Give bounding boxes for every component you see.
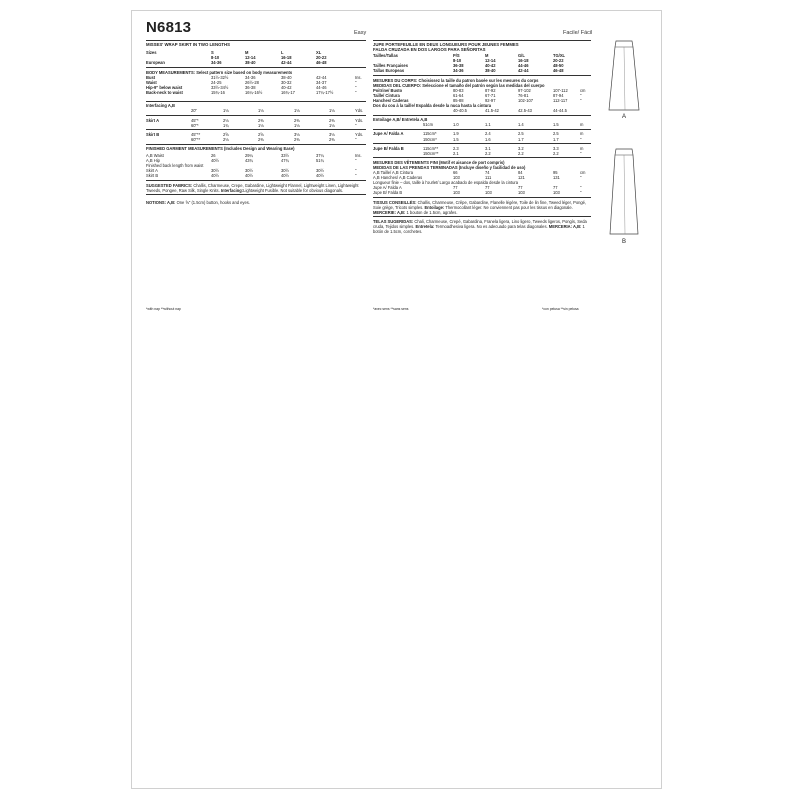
- subtitle-fr: JUPE PORTEFEUILLE EN DEUX LONGUEURS POUR JEUNES FEMMES: [373, 42, 519, 48]
- cell-value: 44-46: [316, 84, 327, 90]
- footnote-fr: *avec sens **sans sens: [373, 307, 409, 311]
- row-label: Bust: [146, 74, 156, 80]
- finished-measurements-table: [146, 153, 366, 163]
- european-row: [146, 60, 366, 65]
- interfacing-note-label: Interfacing:: [220, 187, 244, 193]
- yardage: 2.5: [553, 131, 559, 137]
- notions: [146, 200, 366, 205]
- row-label: Skirt A: [146, 168, 158, 174]
- longueur-label: Longueur finie – dos, taille à l'ourlet/ Largo acabado de espalda desde la cintura: [373, 180, 519, 186]
- cell-value: 47¾: [281, 158, 289, 164]
- cell-value: 61-64: [453, 92, 464, 98]
- footnote-en: *with nap **without nap: [146, 307, 181, 311]
- cell-value: 43¾: [245, 158, 253, 164]
- interfacing-label: Interfacing A,B: [146, 103, 175, 109]
- dos-label: Dos du cou à la taille/ Espalda desde la nuca hasta la cintura: [373, 102, 492, 108]
- fabrics-label: SUGGESTED FABRICS:: [146, 182, 193, 188]
- body-measurements-heading: BODY MEASUREMENTS: Select pattern size based on body measurements: [146, 69, 293, 75]
- size-code: M: [245, 50, 249, 56]
- unit: ": [580, 136, 582, 142]
- size-code: S: [211, 50, 214, 56]
- cell-value: 29¼: [245, 153, 253, 159]
- unit: ": [580, 175, 582, 181]
- french-spanish-column: [373, 38, 591, 234]
- size-range: 16-18: [281, 55, 292, 61]
- row-label: Hanches/ Caderas: [373, 97, 409, 103]
- cell-value: 15¾-16: [211, 89, 225, 95]
- yardage: 2⅜: [329, 117, 335, 123]
- unit: ": [355, 122, 357, 128]
- difficulty-label-en: Easy: [354, 30, 367, 36]
- fabric-width: 115cm**: [423, 145, 439, 151]
- cell-value: 67-71: [485, 92, 496, 98]
- size-range: 8-10: [453, 58, 462, 64]
- yardage: 2⅜: [329, 137, 335, 142]
- cell-value: 26½-28: [245, 79, 259, 85]
- fabric-width: 115cm*: [423, 131, 437, 137]
- row-label: Jupe B/ Falda B: [373, 190, 403, 196]
- entoilage-label: Entoilage A,B/ Entretela A,B: [373, 117, 428, 123]
- notions-text: One ⅝" (1.5cm) button, hooks and eyes.: [176, 199, 250, 205]
- yardage: 1⅛: [258, 108, 264, 114]
- finished-heading-es: MEDIDAS DE LAS PRENDAS TERMINADAS (Incluye diseño y facilidad de uso): [373, 165, 526, 171]
- fabric-width: 150cm**: [423, 150, 439, 156]
- size-range: 12-14: [485, 58, 496, 64]
- finished-heading-fr: MESURES DES VÊTEMENTS FINI (Motif et aisance de port compris): [373, 160, 505, 166]
- size-value: 44-46: [518, 63, 529, 69]
- row-label: Jupe A/ Falda A: [373, 185, 402, 191]
- fabric-width: 150cm*: [423, 136, 437, 142]
- cell-value: 77: [453, 185, 458, 191]
- cell-value: 42-44: [316, 74, 327, 80]
- telas-sugeridas: [373, 219, 591, 234]
- size-value: 46-48: [553, 68, 564, 74]
- cell-value: 40½: [316, 173, 324, 179]
- unit: cm: [580, 170, 586, 176]
- yardage: 2.2: [553, 150, 559, 156]
- cell-value: 77: [553, 185, 558, 191]
- notions-label: NOTIONS: A,B:: [146, 199, 176, 205]
- unit: ": [580, 185, 582, 191]
- unit: Ins.: [355, 74, 362, 80]
- yardage: 1.7: [553, 136, 559, 142]
- size-value: 38-40: [485, 68, 496, 74]
- row-label: Poitrine/ Busto: [373, 87, 403, 93]
- european-size: 34-36: [211, 60, 222, 66]
- yardage: 1.9: [453, 131, 459, 137]
- european-size: 42-44: [281, 60, 292, 66]
- unit: ": [580, 92, 582, 98]
- jupe-b-yardage: [373, 146, 591, 156]
- skirt-a-illustration: [604, 38, 644, 112]
- cell-value: 30½: [316, 168, 324, 174]
- jupe-a-yardage: [373, 131, 591, 141]
- yardage: 3.3: [553, 145, 559, 151]
- meterage: 1.0: [453, 122, 459, 128]
- size-range: 12-14: [245, 55, 256, 61]
- cell-value: 103: [485, 190, 492, 196]
- cell-value: 87-94: [553, 92, 564, 98]
- european-size: 46-48: [316, 60, 327, 66]
- cell-value: 103: [453, 190, 460, 196]
- dos-row: [373, 108, 591, 113]
- yardage: 1⅛: [223, 108, 229, 114]
- fabric-width: 20": [191, 108, 198, 114]
- measure: 40-40.5: [453, 107, 467, 113]
- unit: m: [580, 145, 584, 151]
- body-measurements-table-fr: [373, 88, 591, 103]
- size-value: 48-50: [553, 63, 564, 69]
- tissus-label: TISSUS CONSEILLÉS:: [373, 199, 417, 205]
- cell-value: 95: [553, 170, 558, 176]
- cell-value: 38-40: [281, 74, 292, 80]
- cell-value: 77: [518, 185, 523, 191]
- yardage: 1.5: [453, 136, 459, 142]
- cell-value: 16¼-16½: [245, 89, 263, 95]
- size-code: G/L: [518, 53, 525, 59]
- tallas-eu-label: Tallas Europeas: [373, 68, 405, 74]
- unit: Ins.: [355, 153, 362, 159]
- unit: Yds.: [355, 117, 364, 123]
- yardage: 1⅛: [294, 108, 300, 114]
- cell-value: 102-107: [518, 97, 534, 103]
- cell-value: 121: [518, 175, 525, 181]
- size-code: TG/XL: [553, 53, 566, 59]
- cell-value: 103: [518, 190, 525, 196]
- subtitle-en: MISSES' WRAP SKIRT IN TWO LENGTHS: [146, 42, 231, 48]
- body-heading-es: MEDIDAS DEL CUERPO: Seleccione el tamaño del patrón según las medidas del cuerpo: [373, 82, 545, 88]
- yardage-row: [373, 137, 591, 142]
- fabric-width: 45"*: [191, 117, 199, 123]
- yardage: 2⅜: [294, 137, 300, 142]
- unit: ": [355, 173, 357, 179]
- cell-value: 33½: [281, 153, 289, 159]
- yardage-row: [146, 123, 366, 128]
- european-size: 38-40: [245, 60, 256, 66]
- difficulty-label-fr-es: Facile/ Fácil: [563, 30, 593, 36]
- meterage: 1.5: [553, 122, 559, 128]
- yardage: 1⅛: [329, 108, 335, 114]
- cell-value: 36-38: [245, 84, 256, 90]
- body-heading-fr: MESURES DU CORPS: Choisissez la taille du patron basée sur les mesures du corps: [373, 77, 539, 83]
- size-value: 34-36: [453, 68, 464, 74]
- pattern-envelope-back: [131, 10, 662, 789]
- view-label: Skirt A: [146, 117, 160, 123]
- footnote-es: *con pelusa **sin pelusa: [542, 307, 579, 311]
- yardage-row: [146, 137, 366, 142]
- view-b-label: B: [622, 239, 627, 245]
- fabric-width: 51cm: [423, 122, 434, 128]
- english-column: [146, 38, 366, 205]
- cell-value: 40½: [211, 158, 219, 164]
- row-label: Hip-9" below waist: [146, 84, 183, 90]
- mercerie-label: MERCERIE: A,B:: [373, 209, 406, 215]
- finished-measurements-table-fr: [373, 170, 591, 180]
- unit: Yds.: [355, 131, 364, 137]
- cell-value: 30½: [245, 168, 253, 174]
- european-label: European: [146, 60, 165, 66]
- cell-value: 40½: [245, 173, 253, 179]
- cell-value: 37¼: [316, 153, 324, 159]
- cell-value: 87-92: [485, 87, 496, 93]
- yardage: 2.4: [485, 131, 491, 137]
- finished-measurements-heading: FINISHED GARMENT MEASUREMENTS (Includes Design and Wearing Ease): [146, 146, 295, 152]
- yardage: 2⅝: [258, 131, 264, 137]
- cell-value: 97-102: [518, 87, 531, 93]
- measure: 42.5-43: [518, 107, 532, 113]
- yardage: 3⅛: [329, 131, 335, 137]
- unit: m: [580, 131, 584, 137]
- cell-value: 40½: [211, 173, 219, 179]
- yardage: 3⅛: [294, 131, 300, 137]
- size-value: 40-42: [485, 63, 496, 69]
- unit: ": [580, 97, 582, 103]
- meterage: 1.1: [485, 122, 491, 128]
- subtitle-es: FALDA CRUZADA EN DOS LARGOS PARA SEÑORITAS: [373, 47, 486, 53]
- unit: ": [355, 158, 357, 164]
- yardage: 3.1: [485, 145, 491, 151]
- yardage: 2.2: [518, 150, 524, 156]
- pattern-number: N6813: [146, 19, 192, 36]
- row-label: A,B Hip: [146, 158, 160, 164]
- table-row: [146, 90, 366, 95]
- yardage: 2.3: [453, 145, 459, 151]
- body-measurements-table: [146, 75, 366, 95]
- unit: ": [580, 150, 582, 156]
- cell-value: 76-81: [518, 92, 529, 98]
- meterage: 1.4: [518, 122, 524, 128]
- row-label: Taille/ Cintura: [373, 92, 400, 98]
- mercerie-text: 1 bouton de 1.5cm, agrafes.: [406, 209, 458, 215]
- cell-value: 17¼-17½: [316, 89, 334, 95]
- entoilage-note-text: Thermocollant léger. Ne conviennent pas pour les tissus en diagonale.: [445, 204, 573, 210]
- entoilage-note-label: Entoilage:: [424, 204, 445, 210]
- cell-value: 30-32: [281, 79, 292, 85]
- yardage: 2⅝: [223, 131, 229, 137]
- yardage: 2⅛: [223, 117, 229, 123]
- yardage: 2⅜: [258, 117, 264, 123]
- unit: ": [355, 168, 357, 174]
- skirt-b-illustration: [604, 146, 644, 236]
- telas-text: Chali, Charmeuse, Crepé, Gabardina, Franela ligera, Lino ligero, Tweeds ligeros, Pongís, Seda cruda, Tejidos simples.: [373, 218, 587, 229]
- unit: ": [355, 137, 357, 142]
- yardage: 2⅜: [258, 137, 264, 142]
- size-code: M: [485, 53, 489, 59]
- cell-value: 131: [553, 175, 560, 181]
- merceria-label: MERCERIA: A,B:: [548, 223, 582, 229]
- cell-value: 16¾-17: [281, 89, 295, 95]
- unit: ": [580, 190, 582, 196]
- row-label: Back-neck to waist: [146, 89, 183, 95]
- unit: ": [355, 89, 357, 95]
- table-row: [146, 173, 366, 178]
- yardage: 1¾: [223, 122, 229, 128]
- entoilage-row: [373, 122, 591, 127]
- cell-value: 80-83: [453, 87, 464, 93]
- cell-value: 34-37: [316, 79, 327, 85]
- view-label: Skirt B: [146, 131, 160, 137]
- cell-value: 111: [485, 175, 492, 181]
- fabric-width: 60"**: [191, 137, 201, 142]
- size-range: 20-22: [553, 58, 564, 64]
- yardage: 1.7: [518, 136, 524, 142]
- entretela-text: Termoadhesiva ligera. No es adecuado para telas diagonales.: [435, 223, 548, 229]
- tailles-fr-label: Tailles Françaises: [373, 63, 408, 69]
- entretela-label: Entretela:: [415, 223, 435, 229]
- fabric-width: 45"**: [191, 131, 201, 137]
- merceria-text: 1 botón de 1.5cm, corchetes.: [373, 223, 585, 234]
- cell-value: 40½: [281, 173, 289, 179]
- view-label: Jupe A/ Falda A: [373, 131, 404, 137]
- back-length-table: [146, 168, 366, 178]
- fabrics-text: Challis, Charmeuse, Crepe, Gabardine, Lightweight Flannel, Lightweight Linen, Lightweight Tweeds, Pongee, Raw Silk, Single Knits.: [146, 182, 359, 193]
- unit: cm: [580, 87, 586, 93]
- tissus-text: Challis, Charmeuse, Crêpe, Gabardine, Flanelle légère, Toile de lin fine, Tweed léger, Pongé, Soie grège, Tricots simples.: [373, 199, 587, 210]
- yardage: 2⅛: [223, 137, 229, 142]
- cell-value: 112-117: [553, 97, 568, 103]
- suggested-fabrics: [146, 183, 366, 193]
- cell-value: 34-36: [245, 74, 256, 80]
- cell-value: 30½: [211, 168, 219, 174]
- size-range: 16-18: [518, 58, 529, 64]
- table-row: [373, 190, 591, 195]
- yardage: 2.2: [485, 150, 491, 156]
- cell-value: 74: [485, 170, 490, 176]
- view-a-label: A: [622, 114, 627, 120]
- interfacing-row: [146, 108, 366, 113]
- cell-value: 31½-32½: [211, 74, 229, 80]
- back-length-table-fr: [373, 185, 591, 195]
- back-length-label: Finished back length from waist: [146, 163, 204, 169]
- cell-value: 103: [553, 190, 560, 196]
- unit: m: [580, 122, 584, 128]
- row-label: A,B Hanches/ A,B Caderas: [373, 175, 423, 181]
- telas-label: TELAS SUGERIDAS:: [373, 218, 414, 224]
- cell-value: 26: [211, 153, 216, 159]
- measure: 44-44.5: [553, 107, 567, 113]
- yardage: 1⅛: [258, 122, 264, 128]
- cell-value: 24-25: [211, 79, 222, 85]
- unit: Yds.: [355, 108, 364, 114]
- size-value: 42-44: [518, 68, 529, 74]
- cell-value: 85-88: [453, 97, 464, 103]
- row-label: A,B Taille/ A,B Cintura: [373, 170, 413, 176]
- size-code: XL: [316, 50, 322, 56]
- yardage: 2.5: [518, 131, 524, 137]
- cell-value: 66: [453, 170, 458, 176]
- cell-value: 77: [485, 185, 490, 191]
- skirt-b-yardage: [146, 132, 366, 142]
- unit: ": [355, 79, 357, 85]
- size-code: L: [281, 50, 284, 56]
- measure: 41.5-42: [485, 107, 499, 113]
- size-range: 8-10: [211, 55, 220, 61]
- cell-value: 92-97: [485, 97, 496, 103]
- row-label: Skirt B: [146, 173, 159, 179]
- tallas-europeas-row: [373, 68, 591, 73]
- cell-value: 40-42: [281, 84, 292, 90]
- row-label: A,B Waist: [146, 153, 164, 159]
- yardage: 3.2: [518, 145, 524, 151]
- cell-value: 30½: [281, 168, 289, 174]
- row-label: Waist: [146, 79, 157, 85]
- tailles-label: Tailles/Tallas: [373, 53, 398, 59]
- cell-value: 33½-34½: [211, 84, 229, 90]
- yardage-row: [373, 151, 591, 156]
- yardage: 1⅛: [329, 122, 335, 128]
- size-code: P/S: [453, 53, 460, 59]
- yardage: 1.6: [485, 136, 491, 142]
- yardage: 2.1: [453, 150, 459, 156]
- yardage: 2⅜: [294, 117, 300, 123]
- skirt-a-yardage: [146, 118, 366, 128]
- unit: ": [355, 84, 357, 90]
- cell-value: 84: [518, 170, 523, 176]
- view-label: Jupe B/ Falda B: [373, 145, 404, 151]
- fabric-width: 60"*: [191, 122, 199, 128]
- cell-value: 107-112: [553, 87, 568, 93]
- size-range: 20-22: [316, 55, 327, 61]
- cell-value: 103: [453, 175, 460, 181]
- interfacing-note-text: Lightweight Fusible. Not suitable for obvious diagonals.: [243, 187, 344, 193]
- size-value: 36-38: [453, 63, 464, 69]
- sizes-label: Sizes: [146, 50, 157, 56]
- cell-value: 51¾: [316, 158, 324, 164]
- yardage: 1⅛: [294, 122, 300, 128]
- tissus-conseilles: [373, 200, 591, 215]
